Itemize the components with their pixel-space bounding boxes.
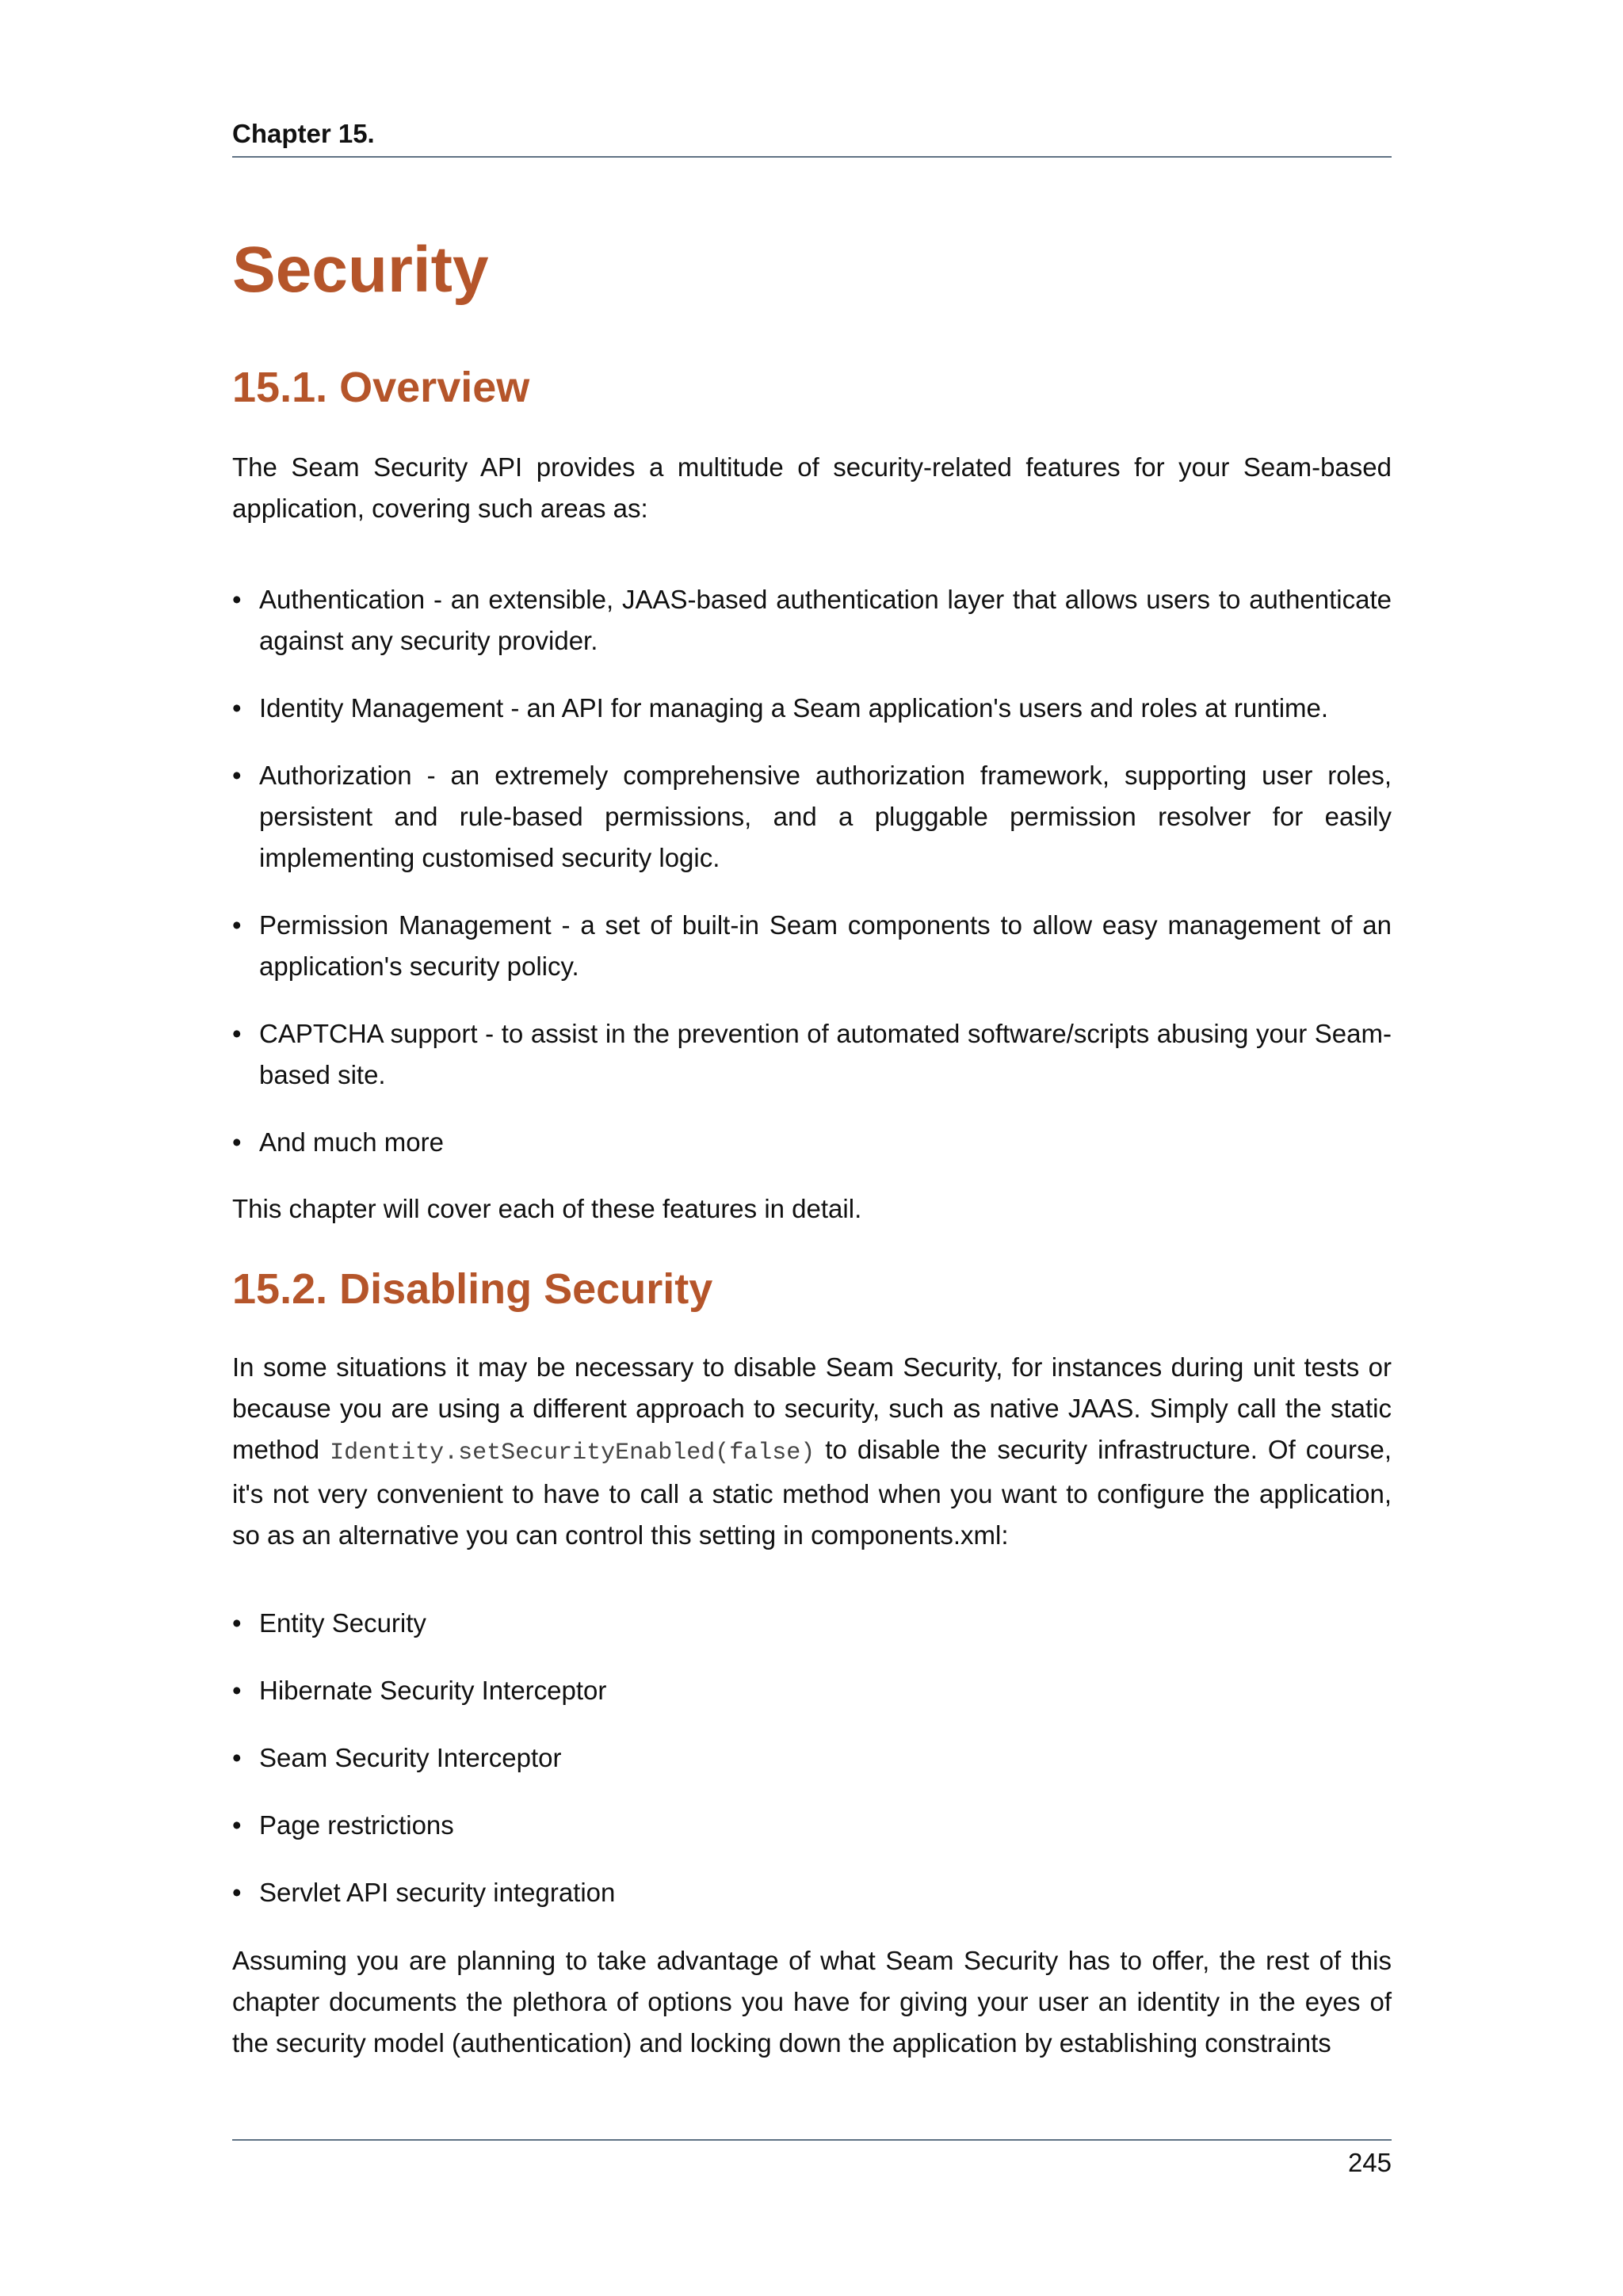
list-item bbox=[232, 905, 1392, 987]
bullet-icon: • bbox=[232, 910, 242, 940]
overview-feature-list bbox=[232, 579, 1392, 1189]
list-item bbox=[232, 1603, 1392, 1644]
list-item-text: Entity Security bbox=[259, 1608, 426, 1638]
bullet-icon: • bbox=[232, 761, 242, 790]
bullet-icon: • bbox=[232, 1019, 242, 1048]
overview-intro-paragraph: The Seam Security API provides a multitude of security-related features for your Seam-based application, covering such areas as: bbox=[232, 452, 1392, 523]
list-item-text: Seam Security Interceptor bbox=[259, 1743, 562, 1772]
list-item bbox=[232, 1122, 1392, 1163]
list-item bbox=[232, 579, 1392, 662]
list-item-text: Authentication - an extensible, JAAS-based authentication layer that allows users to authenticate against any security provider. bbox=[259, 585, 1392, 655]
chapter-title: Security bbox=[232, 234, 489, 306]
footer-rule bbox=[232, 2139, 1392, 2141]
list-item-text: Hibernate Security Interceptor bbox=[259, 1676, 607, 1705]
list-item-text: And much more bbox=[259, 1127, 444, 1157]
bullet-icon: • bbox=[232, 1127, 242, 1157]
list-item-text: Page restrictions bbox=[259, 1810, 454, 1840]
security-layer-list bbox=[232, 1603, 1392, 1939]
bullet-icon: • bbox=[232, 1676, 242, 1705]
list-item bbox=[232, 1737, 1392, 1779]
header-rule bbox=[232, 156, 1392, 158]
chapter-label: Chapter 15. bbox=[232, 119, 375, 148]
disabling-security-intro-paragraph bbox=[232, 1347, 1392, 1556]
bullet-icon: • bbox=[232, 1810, 242, 1840]
list-item-text: Servlet API security integration bbox=[259, 1878, 616, 1907]
list-item bbox=[232, 1013, 1392, 1096]
bullet-icon: • bbox=[232, 1743, 242, 1772]
document-page bbox=[232, 0, 1392, 2296]
page-number: 245 bbox=[1347, 2148, 1392, 2177]
list-item-text: Permission Management - a set of built-in Seam components to allow easy management of an application's security policy. bbox=[259, 910, 1392, 981]
list-item bbox=[232, 1805, 1392, 1846]
list-item-text: Authorization - an extremely comprehensive authorization framework, supporting user roles, persistent and rule-based permissions, and a pluggable permission resolver for easily implementing customised security logic. bbox=[259, 761, 1392, 872]
bullet-icon: • bbox=[232, 693, 242, 723]
code-inline: Identity.setSecurityEnabled(false) bbox=[330, 1440, 815, 1466]
list-item-text: Identity Management - an API for managing a Seam application's users and roles at runtime. bbox=[259, 693, 1329, 723]
disabling-security-outro-paragraph: Assuming you are planning to take advantage of what Seam Security has to offer, the rest of this chapter documents the plethora of options you have for giving your user an identity in the eyes of the security model (authentication) and locking down the application by establishing constraints bbox=[232, 1946, 1392, 2058]
paragraph-text: In some situations it may be necessary to disable Seam Security, for instances during unit tests or because you are using a different approach to security, such as native JAAS. Simply call the static method bbox=[232, 1352, 1392, 1464]
list-item bbox=[232, 1872, 1392, 1913]
list-item-text: CAPTCHA support - to assist in the prevention of automated software/scripts abusing your Seam-based site. bbox=[259, 1019, 1392, 1089]
list-item bbox=[232, 1670, 1392, 1711]
bullet-icon: • bbox=[232, 1878, 242, 1907]
bullet-icon: • bbox=[232, 1608, 242, 1638]
list-item bbox=[232, 688, 1392, 729]
section-title-disabling-security: 15.2. Disabling Security bbox=[232, 1265, 713, 1313]
section-title-overview: 15.1. Overview bbox=[232, 364, 530, 411]
bullet-icon: • bbox=[232, 585, 242, 614]
overview-outro-paragraph: This chapter will cover each of these features in detail. bbox=[232, 1194, 862, 1223]
list-item bbox=[232, 755, 1392, 879]
paragraph-text: to disable the security infrastructure. Of course, it's not very convenient to have to call a static method when you want to configure the application, so as an alternative you can control this setting in components.xml: bbox=[232, 1435, 1392, 1550]
